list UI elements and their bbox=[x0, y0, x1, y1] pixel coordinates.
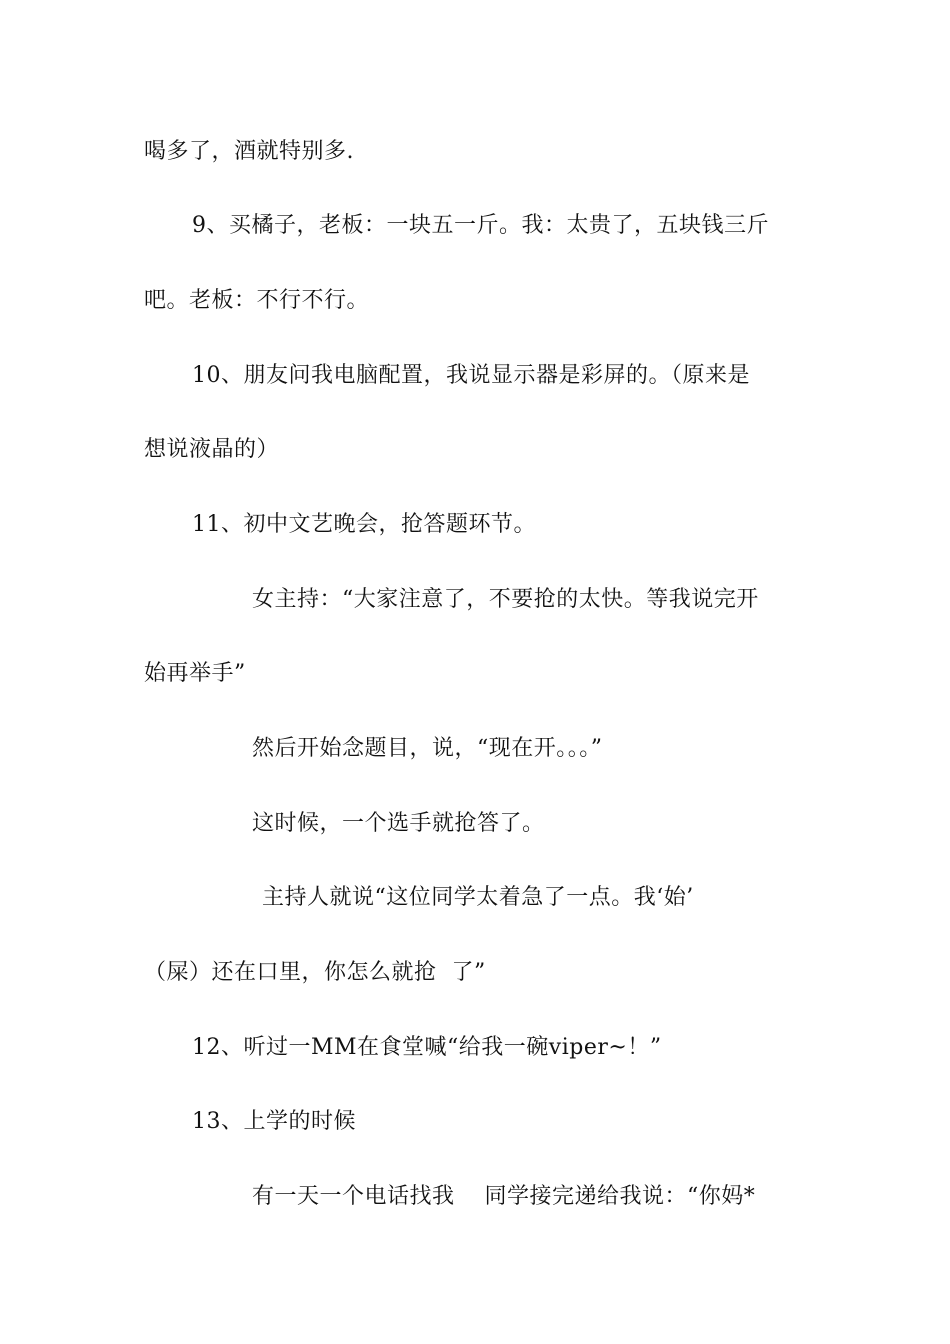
text-line: 然后开始念题目，说，“现在开。。。” bbox=[252, 736, 603, 761]
text-line: 女主持：“大家注意了，不要抢的太快。等我说完开 bbox=[252, 587, 759, 612]
text-line: 11、初中文艺晚会，抢答题环节。 bbox=[192, 512, 536, 537]
text-line: 主持人就说“这位同学太着急了一点。我‘始’ bbox=[262, 885, 694, 910]
text-line: 13、上学的时候 bbox=[192, 1109, 356, 1134]
text-line: 始再举手” bbox=[144, 661, 246, 686]
text-line: 有一天一个电话找我 同学接完递给我说：“你妈* bbox=[252, 1184, 756, 1209]
text-line: （屎）还在口里，你怎么就抢 了” bbox=[144, 960, 486, 985]
text-line: 想说液晶的） bbox=[144, 437, 280, 462]
text-line: 9、买橘子，老板：一块五一斤。我：太贵了，五块钱三斤 bbox=[192, 213, 769, 238]
text-line: 吧。老板：不行不行。 bbox=[144, 288, 370, 313]
text-line: 这时候，一个选手就抢答了。 bbox=[252, 811, 545, 836]
text-line: 10、朋友问我电脑配置，我说显示器是彩屏的。（原来是 bbox=[192, 363, 750, 388]
text-line: 12、听过一MM在食堂喊“给我一碗viper~！” bbox=[192, 1035, 662, 1060]
text-line: 喝多了，酒就特别多. bbox=[144, 139, 354, 164]
